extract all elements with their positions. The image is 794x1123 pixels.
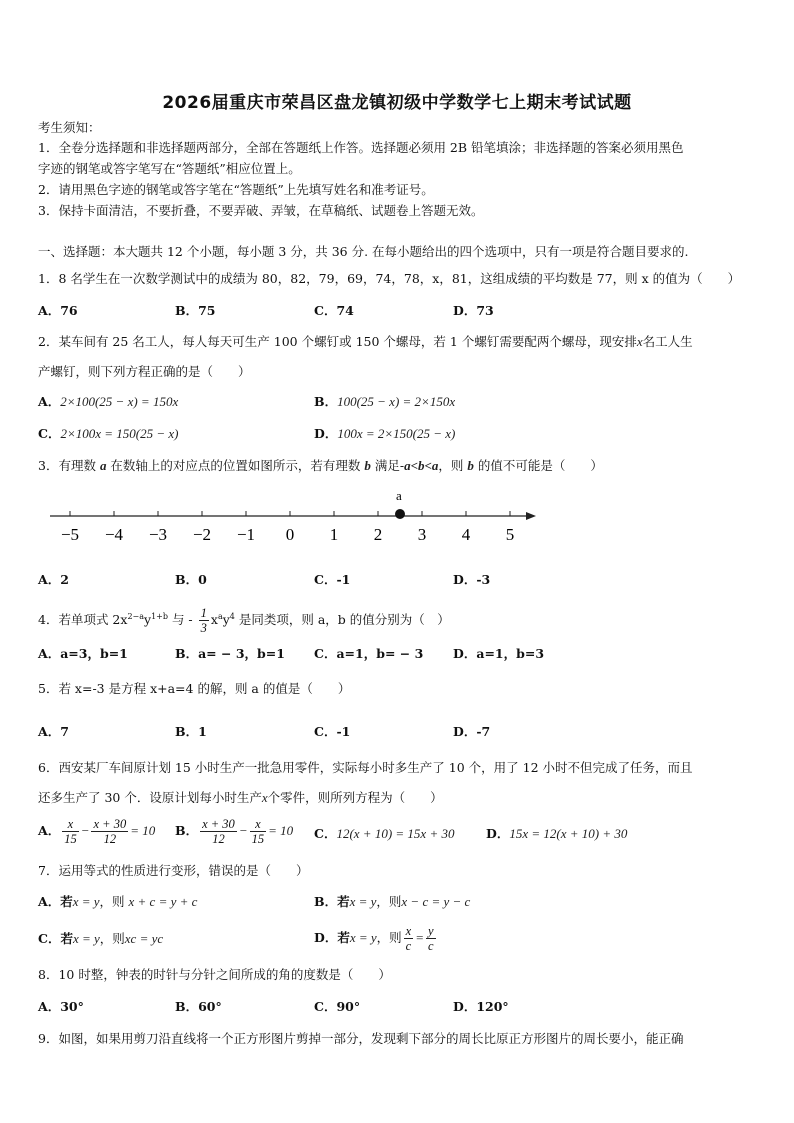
q6-stem-line2: 还多生产了 30 个．设原计划每小时生产x个零件，则所列方程为（ ）	[38, 790, 443, 805]
q5-option-c: C．-1	[314, 724, 351, 739]
notice-line-3: 3．保持卡面清洁，不要折叠，不要弄破、弄皱，在草稿纸、试题卷上答题无效。	[38, 203, 484, 218]
tick-label: −1	[236, 525, 256, 544]
point-a-label: a	[396, 488, 402, 503]
q3-stem: 3．有理数 a 在数轴上的对应点的位置如图所示，若有理数 b 满足-a<b<a，则 b 的值不可能是（ ）	[38, 458, 603, 473]
q3-option-a: A．2	[38, 572, 69, 587]
q4-option-b: B．a= − 3，b=1	[175, 646, 285, 661]
q5-option-a: A．7	[38, 724, 69, 739]
q1-stem: 1．8 名学生在一次数学测试中的成绩为 80，82，79，69，74，78，x，81，这组成绩的平均数是 77，则 x 的值为（ ）	[38, 271, 741, 286]
q9-stem: 9．如图，如果用剪刀沿直线将一个正方形图片剪掉一部分，发现剩下部分的周长比原正方形图片的周长要小，能正确	[38, 1031, 684, 1046]
notice-heading: 考生须知：	[38, 120, 101, 135]
q4-stem: 4．若单项式 $2x^{2-a}y^{1+b}$ 与 - $\frac{1}{3}$ $x^ay^4$ 是同类项，则 a，b 的值分别为（ ）	[38, 606, 450, 635]
q7-option-b: B．若x = y，则x − c = y − c	[314, 894, 471, 909]
q1-option-d: D．73	[453, 303, 494, 318]
notice-line-1a: 1．全卷分选择题和非选择题两部分，全部在答题纸上作答。选择题必须用 2B 铅笔填涂；非选择题的答案必须用黑色	[38, 140, 684, 155]
q1-option-a: A．76	[38, 303, 78, 318]
tick-label: 4	[461, 525, 471, 544]
q2-option-a: A．2×100(25 − x) = 150x	[38, 394, 179, 409]
q8-option-d: D．120°	[453, 999, 509, 1014]
q2-option-c: C．2×100x = 150(25 − x)	[38, 426, 179, 441]
q2-var: x	[636, 334, 643, 349]
point-a-dot	[395, 509, 405, 519]
tick-label: −5	[60, 525, 80, 544]
section-heading: 一、选择题：本大题共 12 个小题，每小题 3 分，共 36 分. 在每小题给出的四个选项中，只有一项是符合题目要求的.	[38, 244, 689, 259]
q2-stem-a: 2．某车间有 25 名工人，每人每天可生产 100 个螺钉或 150 个螺母，若 1 个螺钉需要配两个螺母，现安排	[38, 334, 637, 349]
q6-option-b: B． $\frac{x + 30}{12}$ − $\frac{x}{15}$ = 10	[175, 817, 294, 846]
q8-stem: 8．10 时整，钟表的时针与分针之间所成的角的度数是（ ）	[38, 967, 391, 982]
q6-option-a: A． $\frac{x}{15}$ − $\frac{x + 30}{12}$ = 10	[38, 817, 156, 846]
q5-stem: 5．若 x=-3 是方程 x+a=4 的解，则 a 的值是（ ）	[38, 681, 351, 696]
q7-stem: 7．运用等式的性质进行变形，错误的是（ ）	[38, 863, 309, 878]
tick-label: 3	[417, 525, 427, 544]
q8-option-a: A．30°	[38, 999, 84, 1014]
q1-option-c: C．74	[314, 303, 354, 318]
q4-option-a: A．a=3，b=1	[38, 646, 128, 661]
tick-label: 5	[505, 525, 515, 544]
tick-label: 0	[285, 525, 295, 544]
notice-line-1b: 字迹的钢笔或答字笔写在“答题纸”相应位置上。	[38, 161, 301, 176]
tick-label: 1	[329, 525, 339, 544]
tick-label: 2	[373, 525, 383, 544]
tick-label: −3	[148, 525, 168, 544]
q5-option-d: D．-7	[453, 724, 491, 739]
q2-stem-b: 名工人生	[642, 334, 693, 349]
q2-option-d: D．100x = 2×150(25 − x)	[314, 426, 456, 441]
q4-option-d: D．a=1，b=3	[453, 646, 545, 661]
q6-option-c: C．12(x + 10) = 15x + 30	[314, 826, 455, 841]
q3-option-d: D．-3	[453, 572, 491, 587]
q2-stem-line2: 产螺钉，则下列方程正确的是（ ）	[38, 364, 251, 379]
q4-fraction: $\frac{1}{3}$	[200, 606, 207, 635]
number-line-figure	[40, 484, 550, 550]
q7-option-a: A．若x = y，则 x + c = y + c	[38, 894, 198, 909]
q4-option-c: C．a=1，b= − 3	[314, 646, 424, 661]
q6-option-d: D．15x = 12(x + 10) + 30	[486, 826, 628, 841]
q1-option-b: B．75	[175, 303, 216, 318]
q2-option-b: B．100(25 − x) = 2×150x	[314, 394, 456, 409]
q3-option-b: B．0	[175, 572, 207, 587]
tick-label: −4	[104, 525, 124, 544]
tick-label: −2	[192, 525, 212, 544]
q6-stem-line1: 6．西安某厂车间原计划 15 小时生产一批急用零件，实际每小时多生产了 10 个，用了 12 小时不但完成了任务，而且	[38, 760, 693, 775]
page-title: 2026届重庆市荣昌区盘龙镇初级中学数学七上期末考试试题	[162, 93, 632, 113]
q7-option-c: C．若x = y，则xc = yc	[38, 931, 164, 946]
notice-line-2: 2．请用黑色字迹的钢笔或答字笔在“答题纸”上先填写姓名和准考证号。	[38, 182, 434, 197]
number-line-arrow	[526, 512, 536, 520]
q3-option-c: C．-1	[314, 572, 351, 587]
q8-option-b: B．60°	[175, 999, 222, 1014]
q8-option-c: C．90°	[314, 999, 361, 1014]
q5-option-b: B．1	[175, 724, 207, 739]
q7-option-d: D．若x = y，则 $\frac{x}{c}$ = $\frac{y}{c}$	[314, 924, 434, 953]
q2-stem-line1	[38, 334, 693, 350]
